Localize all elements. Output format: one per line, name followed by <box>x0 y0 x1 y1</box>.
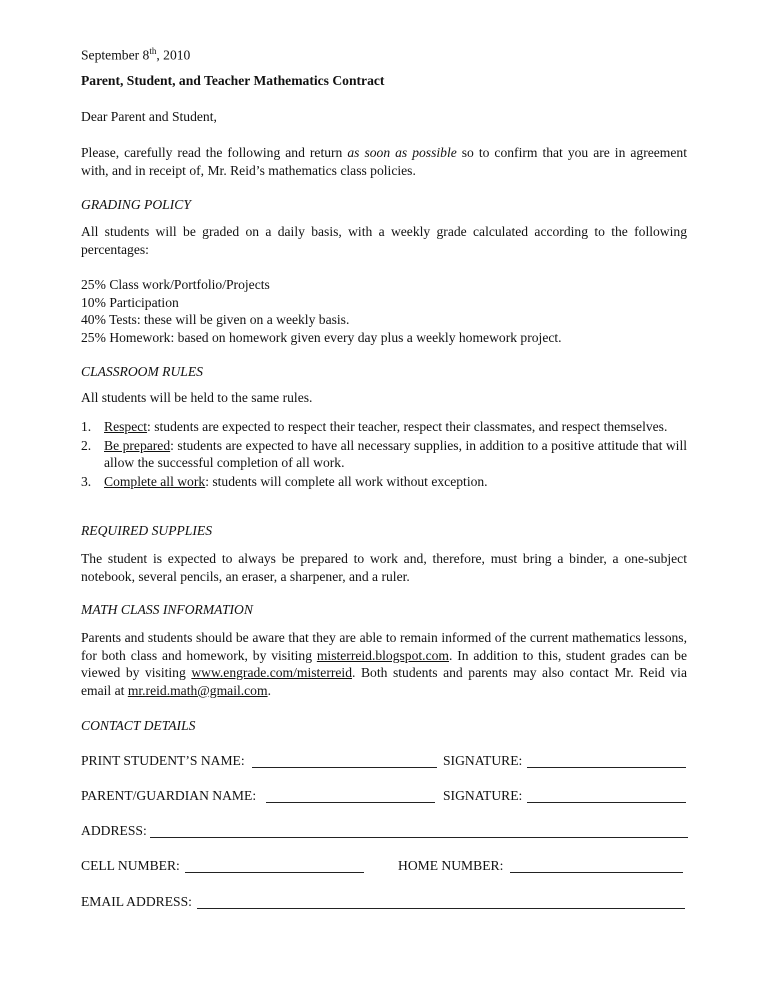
blog-link[interactable]: misterreid.blogspot.com <box>316 647 449 663</box>
supplies-heading: REQUIRED SUPPLIES <box>81 523 212 538</box>
grading-label: Participation <box>105 294 179 310</box>
rules-list <box>81 418 687 490</box>
rule-description: : students are expected to have all necessary supplies, in addition to a positive attitude that will allow the successful completion of all work. <box>104 438 688 470</box>
salutation: Dear Parent and Student, <box>81 109 217 124</box>
parent-signature-line[interactable] <box>527 802 686 803</box>
parent-signature-label: SIGNATURE: <box>443 788 523 803</box>
document-date <box>81 46 190 64</box>
rule-description: : students are expected to respect their teacher, respect their classmates, and respect themselves. <box>147 419 668 434</box>
rules-heading: CLASSROOM RULES <box>81 364 203 379</box>
intro-emphasis: as soon as possible <box>347 145 457 160</box>
info-text-4: . <box>267 682 271 698</box>
grading-item <box>81 311 687 329</box>
home-number-label: HOME NUMBER: <box>398 858 504 873</box>
intro-text-1: Please, carefully read the following and return <box>81 145 348 160</box>
info-paragraph <box>81 629 687 699</box>
grading-percent: 25% <box>81 277 106 292</box>
grading-label: Tests: these will be given on a weekly basis. <box>105 312 350 328</box>
address-line[interactable] <box>150 837 688 838</box>
rule-item <box>81 473 687 490</box>
grading-percent: 40% <box>81 312 106 328</box>
rules-paragraph: All students will be held to the same rules. <box>81 390 313 405</box>
address-label: ADDRESS: <box>81 823 147 838</box>
student-name-label: PRINT STUDENT’S NAME: <box>81 753 245 768</box>
rule-term: Be prepared <box>104 438 171 453</box>
email-address-label: EMAIL ADDRESS: <box>81 894 192 909</box>
grading-item <box>81 276 687 294</box>
supplies-paragraph: The student is expected to always be prepared to work and, therefore, must bring a binder, a one-subject notebook, several pencils, an eraser, a sharpener, and a ruler. <box>81 551 687 584</box>
home-number-line[interactable] <box>510 872 683 873</box>
info-text-1: Parents and students should be aware that they are able to remain informed of the current mathematics lessons, for both class and homework, by visiting <box>81 630 687 663</box>
rule-item <box>81 437 687 471</box>
intro-paragraph <box>81 144 687 179</box>
email-address-line[interactable] <box>197 908 685 909</box>
grading-paragraph: All students will be graded on a daily basis, with a weekly grade calculated according to the following percentages: <box>81 224 687 257</box>
intro-text-2: so to confirm that you are in agreement with, and in receipt of, Mr. Reid’s mathematics class policies. <box>81 145 687 178</box>
grading-heading: GRADING POLICY <box>81 197 191 212</box>
rule-item <box>81 418 687 435</box>
rule-number: 2. <box>81 438 92 453</box>
parent-name-label: PARENT/GUARDIAN NAME: <box>81 788 257 803</box>
parent-name-line[interactable] <box>266 802 435 803</box>
grading-item <box>81 294 687 312</box>
grading-percent: 10% <box>81 294 106 310</box>
grading-label: Homework: based on homework given every day plus a weekly homework project. <box>105 329 562 345</box>
student-signature-label: SIGNATURE: <box>443 753 523 768</box>
student-name-line[interactable] <box>252 767 437 768</box>
info-text-3: . Both students and parents may also contact Mr. Reid via email at <box>81 665 687 698</box>
date-text: September 8 <box>81 47 150 63</box>
date-superscript: th <box>149 46 157 56</box>
student-signature-line[interactable] <box>527 767 686 768</box>
rule-term: Complete all work <box>104 474 206 489</box>
grading-list <box>81 276 687 346</box>
rule-term: Respect <box>104 419 148 434</box>
rule-number: 3. <box>81 474 92 489</box>
rule-description: : students will complete all work without exception. <box>205 474 488 489</box>
cell-number-line[interactable] <box>185 872 364 873</box>
engrade-link[interactable]: www.engrade.com/misterreid <box>191 665 353 680</box>
grading-label: Class work/Portfolio/Projects <box>105 277 270 292</box>
document-title: Parent, Student, and Teacher Mathematics Contract <box>81 73 385 88</box>
rule-number: 1. <box>81 419 92 434</box>
date-year: , 2010 <box>156 47 191 63</box>
contact-heading: CONTACT DETAILS <box>81 718 196 733</box>
info-text-2: . In addition to this, student grades can be viewed by visiting <box>81 647 688 680</box>
cell-number-label: CELL NUMBER: <box>81 858 180 873</box>
grading-item <box>81 329 687 347</box>
info-heading: MATH CLASS INFORMATION <box>81 602 253 617</box>
email-link[interactable]: mr.reid.math@gmail.com <box>127 682 268 698</box>
grading-percent: 25% <box>81 329 106 345</box>
